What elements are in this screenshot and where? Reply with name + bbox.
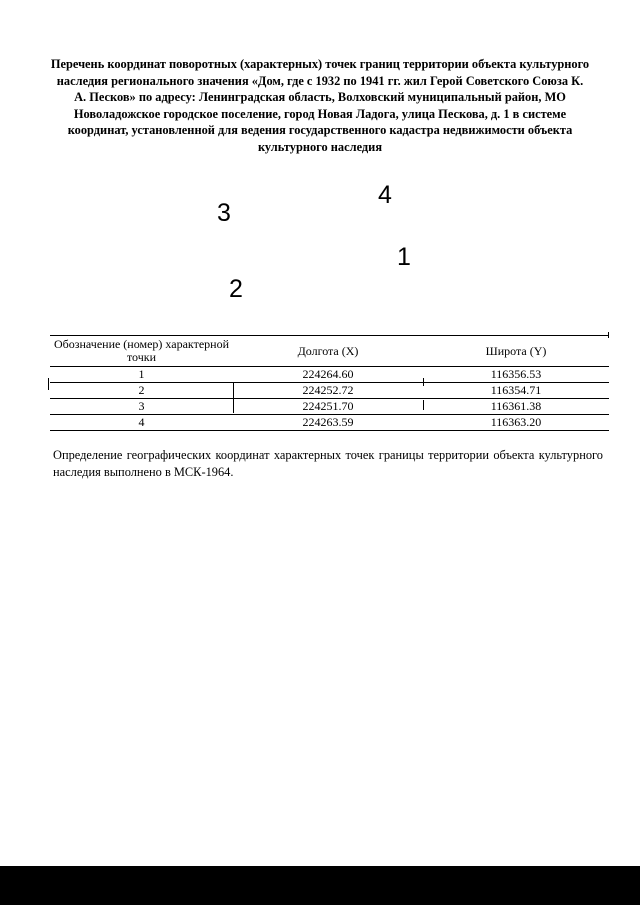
cell-latitude: 116356.53 bbox=[423, 367, 609, 383]
cell-latitude: 116363.20 bbox=[423, 415, 609, 431]
table-row bbox=[50, 367, 609, 383]
document-title: Перечень координат поворотных (характерных) точек границ территории объекта культурного наследия регионального значения «Дом, где с 1932 по 1941 гг. жил Герой Советского Союза К. А. Песков» по адресу: Ленинградская область, Волховский муниципальный район, МО Новоладожское городское поселение, город Новая Ладога, улица Пескова, д. 1 в системе координат, установленной для ведения государственного кадастра недвижимости объекта культурного наследия bbox=[50, 57, 590, 154]
cell-longitude: 224252.72 bbox=[233, 383, 423, 399]
scan-artifact-mark bbox=[233, 383, 234, 413]
diagram-point-label: 2 bbox=[229, 275, 243, 303]
cell-point-number: 3 bbox=[50, 399, 233, 415]
coordinates-table bbox=[50, 335, 609, 431]
cell-point-number: 4 bbox=[50, 415, 233, 431]
scan-artifact-mark bbox=[423, 378, 424, 386]
table-header-row bbox=[50, 336, 609, 367]
diagram-point-label: 4 bbox=[378, 181, 392, 209]
cell-longitude: 224263.59 bbox=[233, 415, 423, 431]
column-header-point: Обозначение (номер) характерной точки bbox=[50, 336, 233, 367]
cell-point-number: 2 bbox=[50, 383, 233, 399]
column-header-latitude: Широта (Y) bbox=[423, 336, 609, 367]
column-header-longitude: Долгота (X) bbox=[233, 336, 423, 367]
table-row bbox=[50, 383, 609, 399]
diagram-point-label: 3 bbox=[217, 199, 231, 227]
cell-point-number: 1 bbox=[50, 367, 233, 383]
table-row bbox=[50, 415, 609, 431]
scan-artifact-mark bbox=[608, 332, 609, 338]
cell-longitude: 224251.70 bbox=[233, 399, 423, 415]
coordinate-system-note: Определение географических координат характерных точек границы территории объекта культурного наследия выполнено в МСК-1964. bbox=[53, 448, 603, 479]
scan-bottom-border bbox=[0, 866, 640, 905]
table-row bbox=[50, 399, 609, 415]
scan-artifact-mark bbox=[48, 378, 49, 390]
diagram-point-label: 1 bbox=[397, 243, 411, 271]
cell-latitude: 116361.38 bbox=[423, 399, 609, 415]
cell-longitude: 224264.60 bbox=[233, 367, 423, 383]
scan-artifact-mark bbox=[423, 400, 424, 410]
cell-latitude: 116354.71 bbox=[423, 383, 609, 399]
